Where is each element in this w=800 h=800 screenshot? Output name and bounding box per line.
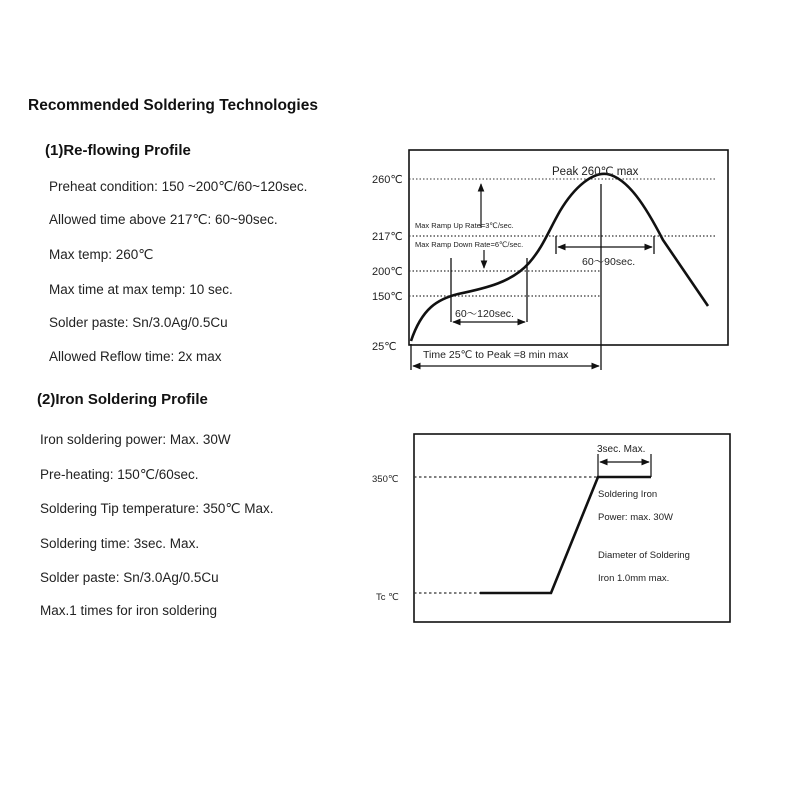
reflow-tick-217: 217℃	[372, 231, 403, 243]
preheat-span-label: 60～120sec.	[455, 308, 514, 320]
iron-item-max-times: Max.1 times for iron soldering	[40, 603, 218, 618]
iron-note-line-4: Iron 1.0mm max.	[598, 573, 670, 584]
iron-item-power: Iron soldering power: Max. 30W	[40, 432, 231, 447]
iron-note-line-2: Power: max. 30W	[598, 512, 673, 523]
above217-span-label: 60～90sec.	[582, 256, 636, 268]
iron-tick-tc: Tc ℃	[376, 592, 399, 603]
ramp-up-label: Max Ramp Up Rate=3℃/sec.	[415, 221, 514, 230]
iron-note-line-1: Soldering Iron	[598, 489, 658, 500]
iron-item-soldering-time: Soldering time: 3sec. Max.	[40, 536, 200, 551]
reflow-item-max-time: Max time at max temp: 10 sec.	[49, 282, 233, 297]
reflow-item-preheat: Preheat condition: 150 ~200℃/60~120sec.	[49, 179, 308, 194]
iron-item-tip-temp: Soldering Tip temperature: 350℃ Max.	[40, 501, 274, 516]
iron-item-preheating: Pre-heating: 150℃/60sec.	[40, 467, 199, 482]
reflow-item-reflow-times: Allowed Reflow time: 2x max	[49, 349, 222, 364]
reflow-item-max-temp: Max temp: 260℃	[49, 247, 154, 262]
iron-note-line-3: Diameter of Soldering	[598, 550, 690, 561]
time-to-peak-label: Time 25℃ to Peak =8 min max	[423, 349, 569, 361]
iron-profile-chart	[372, 434, 730, 622]
reflow-tick-25: 25℃	[372, 341, 397, 353]
iron-item-solder-paste: Solder paste: Sn/3.0Ag/0.5Cu	[40, 570, 219, 585]
reflow-tick-260: 260℃	[372, 174, 403, 186]
reflow-tick-200: 200℃	[372, 266, 403, 278]
iron-heading: (2)Iron Soldering Profile	[37, 391, 208, 408]
peak-label: Peak 260℃ max	[552, 166, 639, 178]
ramp-down-label: Max Ramp Down Rate=6℃/sec.	[415, 240, 524, 249]
reflow-profile-chart	[372, 150, 728, 370]
reflow-tick-150: 150℃	[372, 291, 403, 303]
reflow-item-solder-paste: Solder paste: Sn/3.0Ag/0.5Cu	[49, 315, 228, 330]
reflow-item-time-above-217: Allowed time above 217℃: 60~90sec.	[49, 212, 278, 227]
dwell-label: 3sec. Max.	[597, 444, 646, 455]
iron-chart-frame	[414, 434, 730, 622]
page-title: Recommended Soldering Technologies	[28, 97, 318, 114]
iron-tick-350: 350℃	[372, 474, 399, 485]
reflow-heading: (1)Re-flowing Profile	[45, 142, 191, 159]
